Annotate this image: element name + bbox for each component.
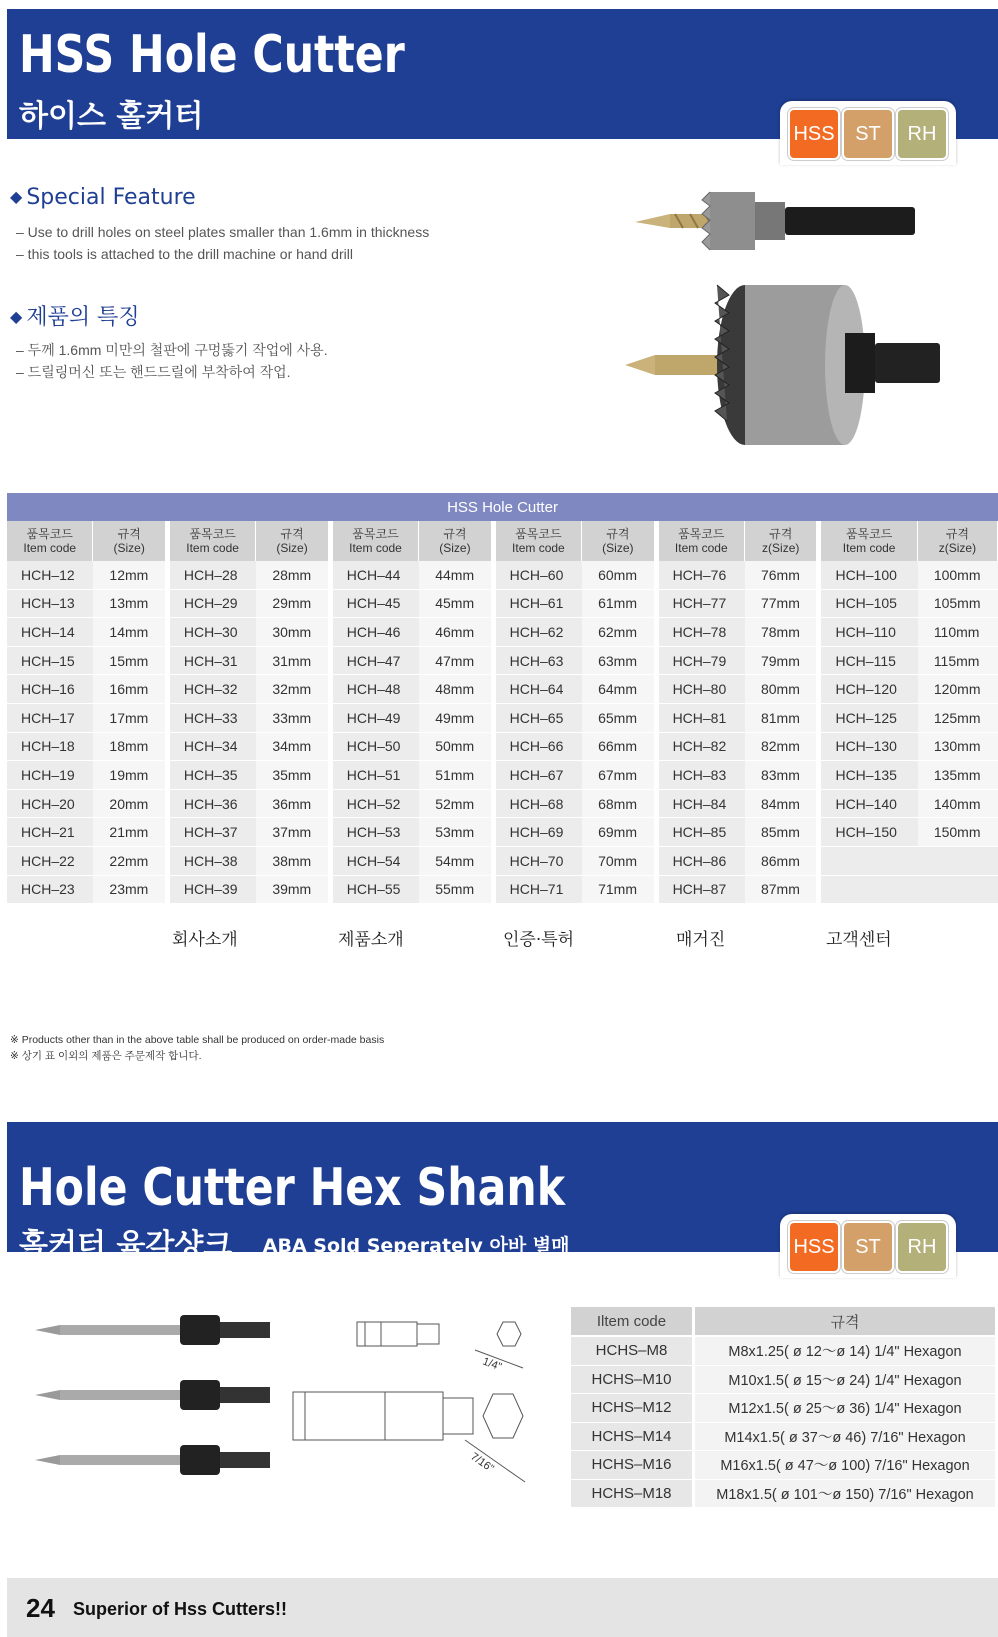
item-code-cell: HCH–38 [170,847,256,876]
item-code-cell: HCH–35 [170,761,256,790]
size-cell: 81mm [745,704,821,733]
hex-shank-3 [35,1445,270,1475]
item-code-cell: HCH–63 [496,647,582,676]
item-code-cell: HCH–61 [496,590,582,619]
size-cell [918,876,998,905]
quarter-inch-label: 1/4" [480,1355,504,1374]
diamond-bullet-icon: ◆ [10,187,23,206]
item-code-cell: HCH–46 [333,618,419,647]
size-cell: 16mm [93,675,169,704]
size-cell: 76mm [745,561,821,590]
header-item-code: 품목코드 Item code [7,521,93,561]
item-code-cell: HCH–84 [659,790,745,819]
hex-spec-cell: M8x1.25( ø 12～ø 14) 1/4" Hexagon [695,1337,998,1366]
item-code-cell: HCH–44 [333,561,419,590]
tag-st: ST [844,110,892,158]
feature-ko-heading: ◆ 제품의 특징 [10,305,140,330]
size-cell [918,847,998,876]
item-code-cell: HCH–16 [7,675,93,704]
header-item-code: 품목코드 Item code [821,521,917,561]
table-row [7,761,998,790]
item-code-cell: HCH–37 [170,818,256,847]
hex-table-row [571,1423,998,1452]
size-cell: 30mm [256,618,332,647]
size-cell: 120mm [918,675,998,704]
size-cell: 20mm [93,790,169,819]
item-code-cell: HCH–83 [659,761,745,790]
header-size: 규격 (Size) [582,521,658,561]
size-cell: 84mm [745,790,821,819]
item-code-cell: HCH–48 [333,675,419,704]
item-code-cell: HCH–36 [170,790,256,819]
item-code-cell: HCH–18 [7,733,93,762]
feature-ko-line: – 드릴링머신 또는 핸드드릴에 부착하여 작업. [16,364,291,380]
size-cell: 100mm [918,561,998,590]
item-code-cell: HCH–33 [170,704,256,733]
size-cell: 33mm [256,704,332,733]
table-row [7,704,998,733]
item-code-cell: HCH–23 [7,876,93,905]
size-cell: 70mm [582,847,658,876]
item-code-cell: HCH–115 [821,647,917,676]
item-code-cell: HCH–86 [659,847,745,876]
item-code-cell: HCH–53 [333,818,419,847]
hex-table-row [571,1366,998,1395]
item-code-cell: HCH–65 [496,704,582,733]
feature-ko-line: – 두께 1.6mm 미만의 철판에 구멍뚫기 작업에 사용. [16,342,328,358]
header-item-code: 품목코드 Item code [333,521,419,561]
size-cell: 71mm [582,876,658,905]
material-tags [780,101,956,165]
item-code-cell: HCH–78 [659,618,745,647]
hex-shank-photos [30,1310,270,1490]
size-cell: 83mm [745,761,821,790]
item-code-cell: HCH–39 [170,876,256,905]
nav-certification[interactable]: 인증·특허 [503,930,575,950]
item-code-cell: HCH–67 [496,761,582,790]
nav-customer-center[interactable]: 고객센터 [826,930,892,950]
table-row [7,818,998,847]
size-cell: 19mm [93,761,169,790]
nav-magazine[interactable]: 매거진 [676,930,726,950]
large-hole-cutter-image [625,275,945,445]
item-code-cell: HCH–28 [170,561,256,590]
size-cell: 48mm [419,675,495,704]
size-cell: 51mm [419,761,495,790]
item-code-cell: HCH–17 [7,704,93,733]
hex-spec-cell: M12x1.5( ø 25～ø 36) 1/4" Hexagon [695,1394,998,1423]
item-code-cell: HCH–55 [333,876,419,905]
hex-shank-banner [7,1122,998,1263]
size-cell: 39mm [256,876,332,905]
size-cell: 87mm [745,876,821,905]
hss-hole-cutter-table [7,493,998,904]
size-cell: 53mm [419,818,495,847]
size-cell: 50mm [419,733,495,762]
size-cell: 32mm [256,675,332,704]
size-cell: 38mm [256,847,332,876]
section2-title-ko: 홀커터 육각샹크 ABA Sold Seperately 아바 별매 [19,1228,570,1263]
hex-spec-cell: M14x1.5( ø 37～ø 46) 7/16" Hexagon [695,1423,998,1452]
hex-spec-cell: M18x1.5( ø 101～ø 150) 7/16" Hexagon [695,1480,998,1509]
item-code-cell: HCH–140 [821,790,917,819]
size-cell: 82mm [745,733,821,762]
size-cell: 79mm [745,647,821,676]
size-cell: 44mm [419,561,495,590]
feature-en-line: – Use to drill holes on steel plates smaller than 1.6mm in thickness [16,224,430,240]
hex-shank-table [571,1307,998,1508]
item-code-cell [821,847,917,876]
item-code-cell: HCH–69 [496,818,582,847]
item-code-cell: HCH–105 [821,590,917,619]
item-code-cell: HCH–52 [333,790,419,819]
header-size: 규격 z(Size) [745,521,821,561]
size-cell: 14mm [93,618,169,647]
item-code-cell: HCH–68 [496,790,582,819]
item-code-cell: HCH–150 [821,818,917,847]
size-cell: 13mm [93,590,169,619]
item-code-cell: HCH–125 [821,704,917,733]
item-code-cell: HCH–120 [821,675,917,704]
size-cell: 37mm [256,818,332,847]
table-row [7,876,998,905]
item-code-cell: HCH–49 [333,704,419,733]
tag-rh: RH [898,110,946,158]
hex-table-row [571,1480,998,1509]
hex-table-row [571,1394,998,1423]
tag-hss: HSS [790,110,838,158]
size-cell: 64mm [582,675,658,704]
hex-item-code-cell: HCHS–M14 [571,1423,695,1452]
special-feature-heading: ◆ Special Feature [10,185,196,210]
size-cell: 47mm [419,647,495,676]
table-row [7,618,998,647]
size-cell: 60mm [582,561,658,590]
section2-subtitle: ABA Sold Seperately 아바 별매 [262,1235,570,1257]
header-size: 규격 (Size) [256,521,332,561]
header-item-code: 품목코드 Item code [659,521,745,561]
size-cell: 135mm [918,761,998,790]
col-item-code: Iltem code [571,1307,695,1337]
size-cell: 78mm [745,618,821,647]
table-row [7,790,998,819]
size-cell: 66mm [582,733,658,762]
table-row [7,590,998,619]
item-code-cell: HCH–71 [496,876,582,905]
tag-rh: RH [898,1223,946,1271]
item-code-cell: HCH–82 [659,733,745,762]
item-code-cell: HCH–77 [659,590,745,619]
item-code-cell: HCH–70 [496,847,582,876]
nav-products[interactable]: 제품소개 [338,930,404,950]
size-cell: 34mm [256,733,332,762]
item-code-cell: HCH–15 [7,647,93,676]
item-code-cell: HCH–31 [170,647,256,676]
table-caption: HSS Hole Cutter [7,493,998,521]
header-size: 규격 (Size) [93,521,169,561]
item-code-cell: HCH–29 [170,590,256,619]
header-item-code: 품목코드 Item code [496,521,582,561]
size-cell: 65mm [582,704,658,733]
tag-hss: HSS [790,1223,838,1271]
item-code-cell: HCH–79 [659,647,745,676]
hex-table-row [571,1451,998,1480]
footer-slogan: Superior of Hss Cutters!! [73,1599,288,1619]
table-row [7,847,998,876]
item-code-cell: HCH–21 [7,818,93,847]
order-made-note-ko: ※ 상기 표 이외의 제품은 주문제작 합니다. [10,1050,202,1062]
size-cell: 15mm [93,647,169,676]
table-row [7,647,998,676]
item-code-cell: HCH–60 [496,561,582,590]
size-cell: 36mm [256,790,332,819]
size-cell: 29mm [256,590,332,619]
hex-shank-1 [35,1315,270,1345]
page-footer [7,1578,998,1637]
seven-sixteenth-label: 7/16" [468,1450,496,1475]
item-code-cell: HCH–100 [821,561,917,590]
table-row [7,561,998,590]
size-cell: 150mm [918,818,998,847]
section2-title-en: Hole Cutter Hex Shank [19,1158,566,1218]
page-number: 24 [26,1593,55,1623]
nav-company[interactable]: 회사소개 [172,930,238,950]
section-title-en: HSS Hole Cutter [19,25,405,85]
size-cell: 52mm [419,790,495,819]
hex-item-code-cell: HCHS–M8 [571,1337,695,1366]
item-code-cell: HCH–22 [7,847,93,876]
item-code-cell: HCH–34 [170,733,256,762]
size-cell: 86mm [745,847,821,876]
hss-hole-cutter-banner [7,9,998,145]
hex-shank-2 [35,1380,270,1410]
size-cell: 46mm [419,618,495,647]
size-cell: 67mm [582,761,658,790]
hex-shank-diagram [285,1310,545,1490]
size-cell: 105mm [918,590,998,619]
size-cell: 110mm [918,618,998,647]
hex-item-code-cell: HCHS–M18 [571,1480,695,1509]
size-cell: 115mm [918,647,998,676]
header-size: 규격 (Size) [419,521,495,561]
size-cell: 125mm [918,704,998,733]
item-code-cell: HCH–64 [496,675,582,704]
size-cell: 63mm [582,647,658,676]
item-code-cell: HCH–45 [333,590,419,619]
item-code-cell: HCH–50 [333,733,419,762]
section-title-ko: 하이스 홀커터 [19,99,204,134]
item-code-cell: HCH–62 [496,618,582,647]
size-cell: 23mm [93,876,169,905]
item-code-cell [821,876,917,905]
size-cell: 140mm [918,790,998,819]
size-cell: 35mm [256,761,332,790]
size-cell: 45mm [419,590,495,619]
item-code-cell: HCH–47 [333,647,419,676]
size-cell: 68mm [582,790,658,819]
item-code-cell: HCH–30 [170,618,256,647]
item-code-cell: HCH–110 [821,618,917,647]
item-code-cell: HCH–32 [170,675,256,704]
size-cell: 77mm [745,590,821,619]
item-code-cell: HCH–81 [659,704,745,733]
hex-spec-cell: M16x1.5( ø 47～ø 100) 7/16" Hexagon [695,1451,998,1480]
item-code-cell: HCH–76 [659,561,745,590]
item-code-cell: HCH–20 [7,790,93,819]
size-cell: 85mm [745,818,821,847]
size-cell: 28mm [256,561,332,590]
size-cell: 21mm [93,818,169,847]
hex-item-code-cell: HCHS–M10 [571,1366,695,1395]
order-made-note-en: ※ Products other than in the above table shall be produced on order-made basis [10,1034,385,1046]
hex-table-row [571,1337,998,1366]
item-code-cell: HCH–14 [7,618,93,647]
item-code-cell: HCH–51 [333,761,419,790]
item-code-cell: HCH–54 [333,847,419,876]
table-row [7,675,998,704]
item-code-cell: HCH–85 [659,818,745,847]
size-cell: 18mm [93,733,169,762]
size-cell: 61mm [582,590,658,619]
item-code-cell: HCH–87 [659,876,745,905]
size-cell: 49mm [419,704,495,733]
item-code-cell: HCH–19 [7,761,93,790]
header-size: 규격 z(Size) [918,521,998,561]
feature-en-line: – this tools is attached to the drill machine or hand drill [16,246,353,262]
header-item-code: 품목코드 Item code [170,521,256,561]
size-cell: 17mm [93,704,169,733]
item-code-cell: HCH–135 [821,761,917,790]
hex-spec-cell: M10x1.5( ø 15～ø 24) 1/4" Hexagon [695,1366,998,1395]
size-cell: 62mm [582,618,658,647]
size-cell: 22mm [93,847,169,876]
table-row [7,733,998,762]
size-cell: 54mm [419,847,495,876]
size-cell: 80mm [745,675,821,704]
diamond-bullet-icon: ◆ [10,307,23,326]
hex-item-code-cell: HCHS–M16 [571,1451,695,1480]
material-tags-2 [780,1214,956,1278]
size-cell: 55mm [419,876,495,905]
hex-item-code-cell: HCHS–M12 [571,1394,695,1423]
size-cell: 69mm [582,818,658,847]
size-cell: 31mm [256,647,332,676]
small-hole-cutter-image [630,180,930,255]
item-code-cell: HCH–130 [821,733,917,762]
item-code-cell: HCH–80 [659,675,745,704]
item-code-cell: HCH–13 [7,590,93,619]
col-spec: 규격 [695,1307,998,1337]
site-nav [0,925,998,965]
size-cell: 12mm [93,561,169,590]
item-code-cell: HCH–66 [496,733,582,762]
size-cell: 130mm [918,733,998,762]
item-code-cell: HCH–12 [7,561,93,590]
tag-st: ST [844,1223,892,1271]
